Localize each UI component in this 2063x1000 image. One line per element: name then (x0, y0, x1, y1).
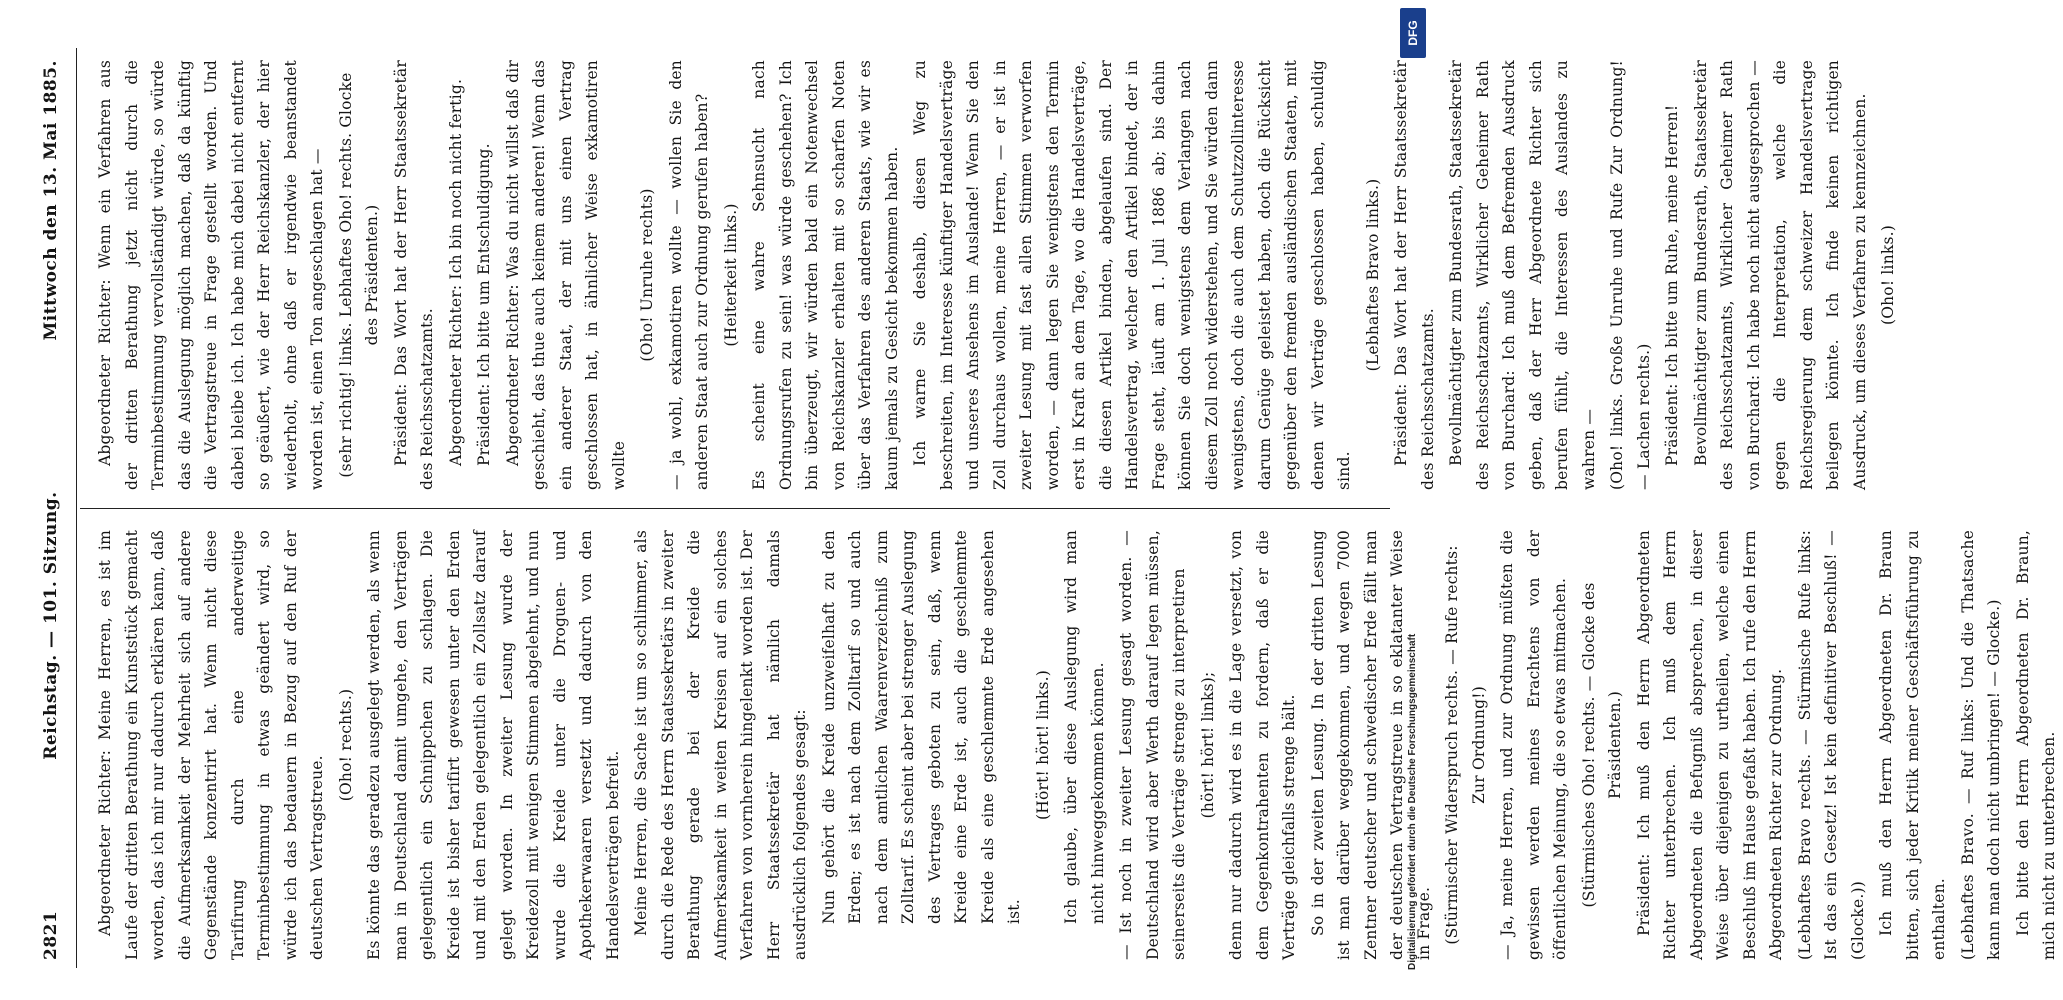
paragraph: denn nur dadurch wird es in die Lage versetzt, von dem Gegenkontrahenten zu fordern, daß er die Verträge gleichfalls strenge hält. (1227, 530, 1298, 960)
stage-direction: (Stürmisches Oho! rechts. — Glocke des Präsidenten.) (1579, 582, 1624, 908)
column-divider (80, 508, 1390, 509)
paragraph: (Lebhaftes Bravo. — Ruf links: Und die Thatsache kann man doch nicht umbringen! — Glocke.) (1958, 530, 2003, 960)
paragraph: (Oho! links. Große Unruhe und Rufe Zur Ordnung! — Lachen rechts.) (1608, 60, 1653, 490)
page-number: 2821 (41, 910, 61, 960)
paragraph: Präsident: Ich bitte um Ruhe, meine Herren! (1663, 104, 1681, 466)
dfg-logo: DFG (1400, 8, 1426, 58)
stage-direction: (sehr richtig! links. Lebhaftes Oho! rechts. Glocke des Präsidenten.) (336, 72, 381, 478)
paragraph: Präsident: Das Wort hat der Herr Staatssekretär des Reichsschatzamts. (391, 60, 436, 490)
paragraph: (Lebhaftes Bravo rechts. — Stürmische Rufe links: Ist das ein Gesetz! Ist kein definitiver Beschluß! — (Glocke.)) (1795, 530, 1867, 960)
header-rule (76, 48, 77, 968)
stage-direction: (Heiterkeit links.) (721, 203, 740, 347)
paragraph: Ich warne Sie deshalb, diesen Weg zu beschreiten, im Interesse künftiger Handelsverträge und unseres Ansehens im Auslande! Wenn Sie den Zoll durchaus wollen, meine Herren, — er ist in zweiter Lesung mit fast allen Stimmen verworfen worden, — dann legen Sie wenigstens den Termin erst in Kraft an dem Tage, wo die Handelsverträge, die diesen Artikel binden, abgelaufen sind. Der Handelsvertrag, welcher den Artikel bindet, der in Frage steht, läuft am 1. Juli 1886 ab; bis dahin können Sie doch wenigstens dem Verlangen nach diesem Zoll noch widerstehen, und Sie würden dann wenigstens, doch die auch dem Schutzzollinteresse darum Genüge geleistet haben, doch die Rücksicht gegenüber den fremden ausländischen Staaten, mit denen wir Verträge geschlossen haben, schuldig sind. (911, 60, 1353, 490)
stage-direction: (hört! hört! links); (1198, 671, 1217, 819)
paragraph: Abgeordneter Richter: Was du nicht willst daß dir geschieht, das thue auch keinem anderen! Wenn das ein anderer Staat, der mit uns einen Vertrag geschlossen hat, in ähnlicher Weise exkamotiren wollte (503, 60, 628, 490)
paragraph: — ja wohl, exkamotiren wollte — wollen Sie den anderen Staat auch zur Ordnung gerufen haben? (666, 60, 711, 490)
paragraph: Abgeordneter Richter: Ich bin noch nicht fertig. (446, 78, 465, 466)
stage-direction: (Lebhaftes Bravo links.) (1363, 178, 1382, 372)
paragraph: Es könnte das geradezu ausgelegt werden, als wenn man in Deutschland damit umgehe, den Verträgen gelegentlich ein Schnippchen zu schlagen. Die Kreide ist bisher tarifirt gewesen unter den Erden und mit den Erden gelegentlich ein Zollsatz darauf gelegt worden. In zweiter Lesung wurde der Kreidezoll mit wenigen Stimmen abgelehnt, und nun wurde die Kreide unter die Droguen- und Apothekerwaaren versetzt und dadurch von den Handelsverträgen befreit. (365, 530, 622, 960)
paragraph: Meine Herren, die Sache ist um so schlimmer, als durch die Rede des Herrn Staatssekretärs in zweiter Berathung gerade bei der Kreide die Aufmerksamkeit in weiten Kreisen auf ein solches Verfahren von vornherein hingelenkt worden ist. Der Herr Staatssekretär hat nämlich damals ausdrücklich folgendes gesagt: (632, 530, 809, 960)
paragraph: Abgeordneter Richter: Meine Herren, es ist im Laufe der dritten Berathung ein Kunststück gemacht worden, das ich mir nur dadurch erklären kann, daß die Aufmerksamkeit der Mehrheit sich auf andere Gegenstände konzentrirt hat. Wenn nicht diese Tarifirung durch eine anderweitige Terminbestimmung in etwas geändert wird, so würde ich das bedauern in Bezug auf den Ruf der deutschen Vertragstreue. (96, 530, 326, 960)
paragraph: Präsident: Das Wort hat der Herr Staatssekretär des Reichsschatzamts. (1392, 60, 1437, 490)
paragraph: Es scheint eine wahre Sehnsucht nach Ordnungsrufen zu sein! was würde geschehen? Ich bin überzeugt, wir würden bald ein Notenwechsel von Reichskanzler erhalten mit so scharfen Noten über das Verfahren des anderen Staats, wie wir es kaum jemals zu Gesicht bekommen haben. (750, 60, 901, 490)
paragraph: Bevollmächtigter zum Bundesrath, Staatssekretär des Reichsschatzamts, Wirklicher Geheimer Rath von Burchard: Ich habe noch nicht ausgesprochen — gegen die Interpretation, welche die Reichsregierung dem schweizer Handelsvertrage beilegen könnte. Ich finde keinen richtigen Ausdruck, um dieses Verfahren zu kennzeichnen. (1691, 60, 1869, 490)
stage-direction: (Oho! links.) (1879, 224, 1897, 326)
paragraph: Ich bitte den Herrn Abgeordneten Dr. Braun, mich nicht zu unterbrechen. (2013, 530, 2058, 960)
paragraph: Präsident: Ich bitte um Entschuldigung. (475, 143, 493, 466)
session-title: Reichstag. — 101. Sitzung. (41, 491, 61, 760)
paragraph: So in der zweiten Lesung. In der dritten Lesung ist man darüber weggekommen, und wegen 7000 Zentner deutscher und schwedischer Erde fällt man der deutschen Vertragstreue in so eklatanter Weise in Frage. (1308, 530, 1433, 960)
paragraph: Abgeordneter Richter: Wenn ein Verfahren aus der dritten Berathung jetzt nicht durch die Terminbestimmung vervollständigt würde, so würde das die Auslegung möglich machen, daß da künftig die Vertragstreue in Frage gestellt worden. Und dabei bleibe ich. Ich habe mich dabei nicht entfernt so geäußert, wie der Herr Reichskanzler, der hier wiederholt, ohne daß er irgendwie beanstandet worden ist, einen Ton angeschlagen hat — (96, 60, 326, 490)
paragraph: Nun gehört die Kreide unzweifelhaft zu den Erden; es ist nach dem Zolltarif so und auch nach dem amtlichen Waarenverzeichniß zum Zolltarif. Es scheint aber bei strenger Auslegung des Vertrages geboten zu sein, daß, wenn Kreide eine Erde ist, auch die geschlemmte Kreide als eine geschlemmte Erde angesehen ist. (819, 530, 1023, 924)
digitization-credit: Digitalisierung gefördert durch die Deutsche Forschungsgemeinschaft (1407, 633, 1418, 970)
stage-direction: (Hört! hört! links.) (1033, 669, 1052, 821)
paragraph: Bevollmächtigter zum Bundesrath, Staatssekretär des Reichsschatzamts, Wirklicher Geheimer Rath von Burchard: Ich muß dem Befremden Ausdruck geben, daß der Herr Abgeordnete Richter sich berufen fühlt, die Interessen des Auslandes zu wahren — (1447, 60, 1598, 490)
right-column (92, 60, 1897, 490)
running-head (36, 60, 66, 960)
paragraph: — Ja, meine Herren, und zur Ordnung müßten die gewissen werden meines Erachtens von der öffentlichen Meinung, die so etwas mitmachen. (1498, 530, 1569, 960)
paragraph: Ich glaube, über diese Auslegung wird man nicht hinweggekommen können. (1062, 530, 1107, 924)
paragraph: Ich muß den Herrn Abgeordneten Dr. Braun bitten, sich jeder Kritik meiner Geschäftsführung zu enthalten. (1877, 530, 1948, 960)
paragraph: — Ist noch in zweiter Lesung gesagt worden. — Deutschland wird aber Werth darauf legen müssen, seinerseits die Verträge strenge zu interpretiren (1117, 530, 1188, 960)
stage-direction: (Oho! rechts.) (336, 688, 355, 802)
stage-direction: (Stürmischer Widerspruch rechts. — Rufe rechts: Zur Ordnung!) (1443, 545, 1488, 945)
paragraph: Präsident: Ich muß den Herrn Abgeordneten Richter unterbrechen. Ich muß dem Herrn Abgeordneten die Befugniß absprechen, in dieser Weise über diejenigen zu urtheilen, welche einen Beschluß im Hause gefaßt haben. Ich rufe den Herrn Abgeordneten Richter zur Ordnung. (1634, 530, 1785, 960)
session-date: Mittwoch den 13. Mai 1885. (41, 60, 61, 341)
stage-direction: (Oho! Unruhe rechts) (638, 188, 656, 362)
